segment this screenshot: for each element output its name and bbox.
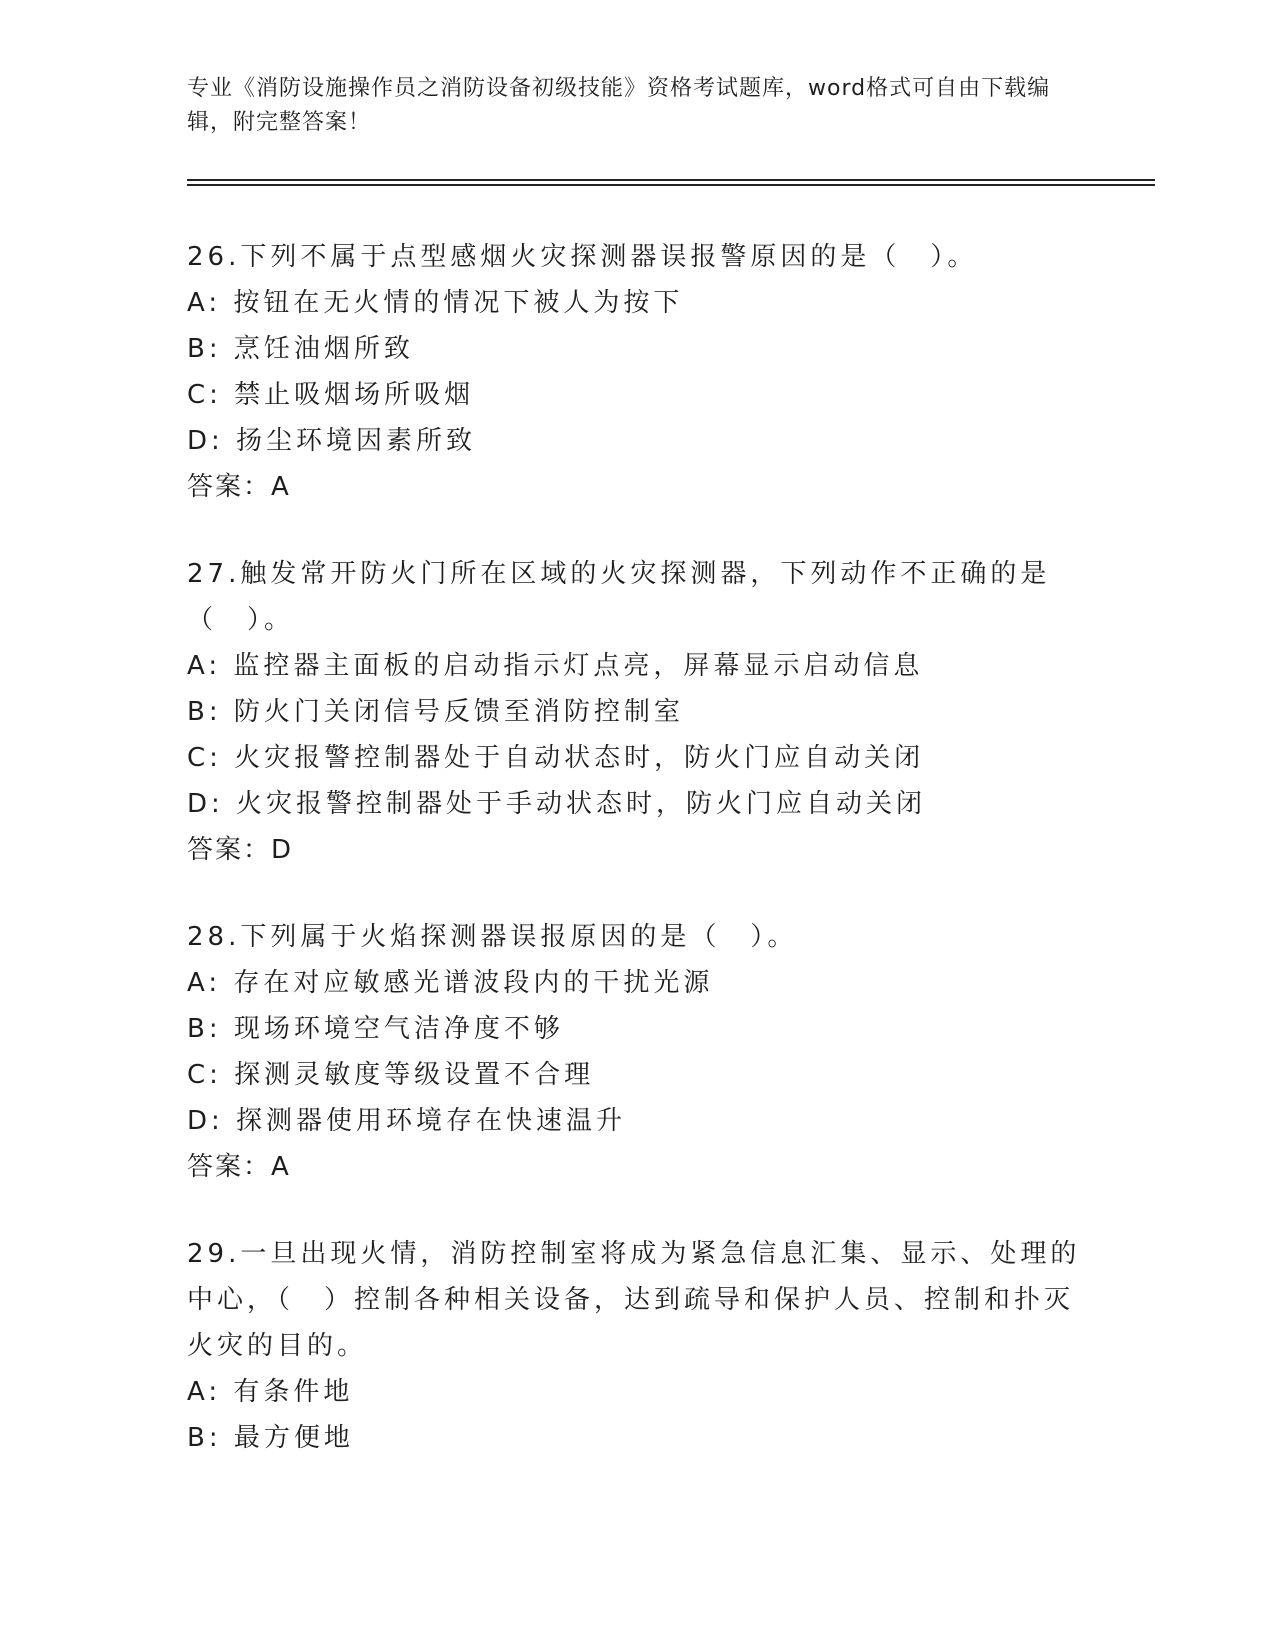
option-b: B: 现场环境空气洁净度不够 [187, 1014, 564, 1044]
option-d: D: 扬尘环境因素所致 [187, 426, 477, 456]
option-d: D: 火灾报警控制器处于手动状态时，防火门应自动关闭 [187, 789, 927, 819]
question-list [187, 234, 1087, 1502]
option-c: C: 探测灵敏度等级设置不合理 [187, 1060, 595, 1090]
option-a: A: 存在对应敏感光谱波段内的干扰光源 [187, 968, 714, 998]
option-c: C: 禁止吸烟场所吸烟 [187, 380, 475, 410]
option-d: D: 探测器使用环境存在快速温升 [187, 1106, 627, 1136]
option-c: C: 火灾报警控制器处于自动状态时，防火门应自动关闭 [187, 743, 925, 773]
document-header: 专业《消防设施操作员之消防设备初级技能》资格考试题库，word格式可自由下载编辑，附完整答案！ [187, 76, 1051, 135]
question-28 [187, 914, 1087, 1190]
question-26 [187, 234, 1087, 510]
question-stem: 28.下列属于火焰探测器误报原因的是（ ）。 [187, 922, 798, 952]
header-rule-bottom [187, 184, 1155, 186]
option-b: B: 防火门关闭信号反馈至消防控制室 [187, 697, 684, 727]
question-stem: 26.下列不属于点型感烟火灾探测器误报警原因的是（ ）。 [187, 242, 978, 272]
option-b: B: 烹饪油烟所致 [187, 334, 414, 364]
option-a: A: 监控器主面板的启动指示灯点亮，屏幕显示启动信息 [187, 651, 924, 681]
question-29 [187, 1231, 1087, 1461]
question-stem: 29.一旦出现火情，消防控制室将成为紧急信息汇集、显示、处理的中心，（ ）控制各种相关设备，达到疏导和保护人员、控制和扑灭火灾的目的。 [187, 1239, 1081, 1361]
answer: 答案：D [187, 835, 294, 865]
answer: 答案：A [187, 472, 291, 502]
option-a: A: 有条件地 [187, 1377, 354, 1407]
question-27 [187, 551, 1087, 873]
option-b: B: 最方便地 [187, 1423, 354, 1453]
option-a: A: 按钮在无火情的情况下被人为按下 [187, 288, 684, 318]
header-rule-top [187, 179, 1155, 181]
question-stem: 27.触发常开防火门所在区域的火灾探测器，下列动作不正确的是（ ）。 [187, 559, 1051, 635]
answer: 答案：A [187, 1152, 291, 1182]
